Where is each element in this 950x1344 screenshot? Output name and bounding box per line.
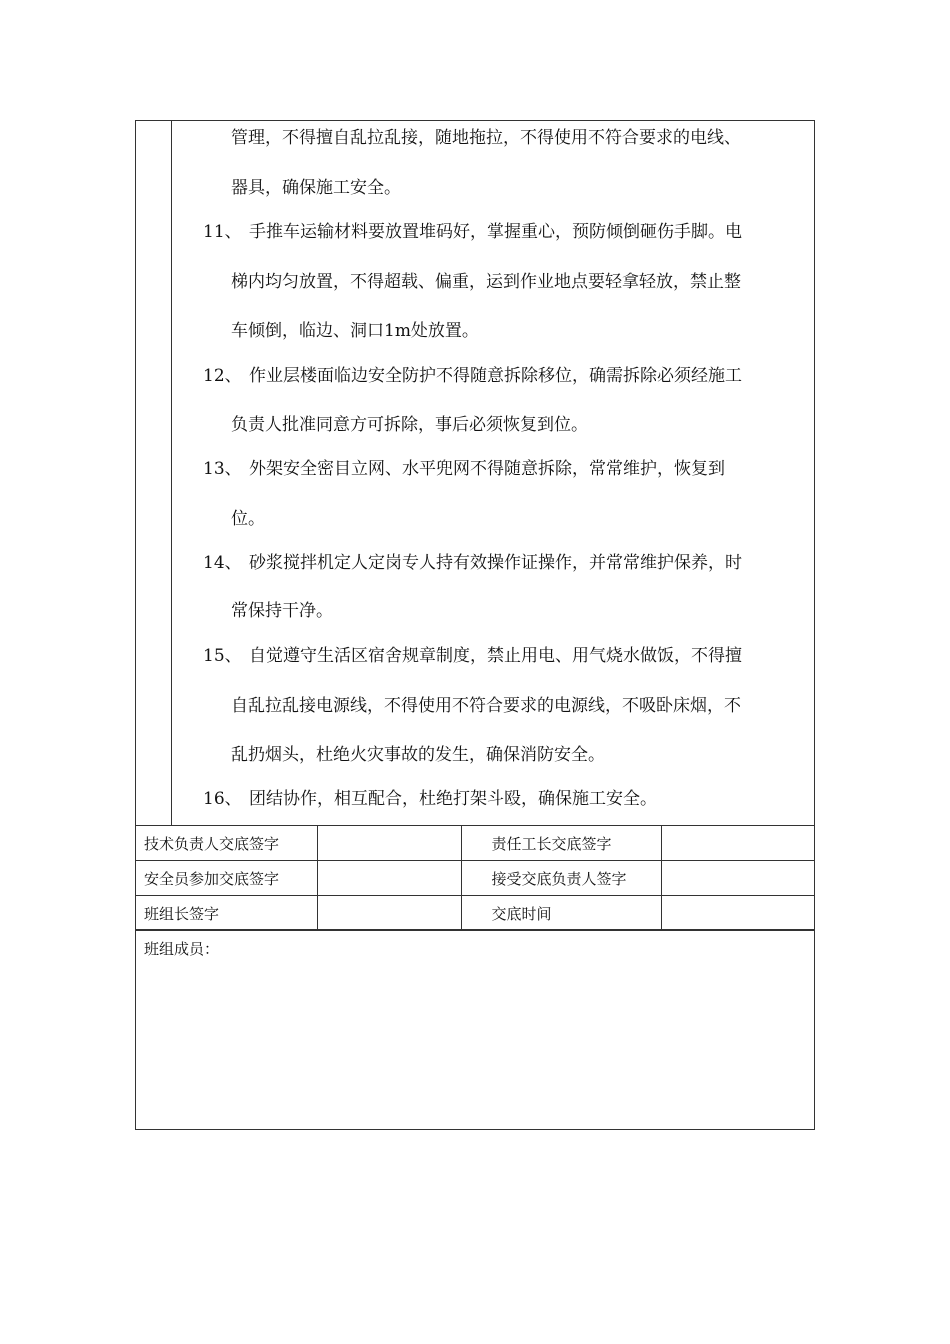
- item-11-number: 11、: [203, 222, 242, 242]
- team-members-section[interactable]: [136, 929, 814, 1129]
- signature-row-1: [136, 826, 814, 861]
- foreman-sign-field[interactable]: [661, 826, 814, 861]
- item-continued-line-2: 器具，确保施工安全。: [231, 178, 401, 198]
- foreman-sign-label: 责任工长交底签字: [461, 826, 661, 861]
- item-15-line-2: 自乱拉乱接电源线，不得使用不符合要求的电源线，不吸卧床烟，不: [231, 696, 741, 716]
- briefing-time-field[interactable]: [661, 896, 814, 931]
- item-16-line-1: 团结协作，相互配合，杜绝打架斗殴，确保施工安全。: [249, 789, 657, 809]
- item-11-line-1: 手推车运输材料要放置堆码好，掌握重心，预防倾倒砸伤手脚。电: [249, 222, 742, 242]
- item-13-line-1: 外架安全密目立网、水平兜网不得随意拆除，常常维护，恢复到: [249, 459, 725, 479]
- briefing-content-section: [136, 121, 814, 825]
- item-13-number: 13、: [203, 459, 242, 479]
- signature-table: [136, 825, 814, 931]
- briefing-items: [136, 121, 814, 825]
- item-15-line-1: 自觉遵守生活区宿舍规章制度，禁止用电、用气烧水做饭，不得擅: [249, 646, 742, 666]
- item-12-line-1: 作业层楼面临边安全防护不得随意拆除移位，确需拆除必须经施工: [249, 366, 742, 386]
- item-12-line-2: 负责人批准同意方可拆除，事后必须恢复到位。: [231, 415, 588, 435]
- team-leader-sign-label: 班组长签字: [136, 896, 317, 931]
- signature-row-3: [136, 896, 814, 931]
- item-15-line-3: 乱扔烟头，杜绝火灾事故的发生，确保消防安全。: [231, 745, 605, 765]
- team-leader-sign-field[interactable]: [317, 896, 461, 931]
- item-13-line-2: 位。: [231, 509, 265, 529]
- receiver-sign-label: 接受交底负责人签字: [461, 861, 661, 896]
- item-14-number: 14、: [203, 553, 242, 573]
- item-12-number: 12、: [203, 366, 242, 386]
- signature-row-2: [136, 861, 814, 896]
- receiver-sign-field[interactable]: [661, 861, 814, 896]
- briefing-time-label: 交底时间: [461, 896, 661, 931]
- team-members-label: 班组成员：: [144, 940, 220, 958]
- item-11-line-2: 梯内均匀放置，不得超载、偏重，运到作业地点要轻拿轻放，禁止整: [231, 272, 741, 292]
- safety-officer-sign-field[interactable]: [317, 861, 461, 896]
- item-14-line-1: 砂浆搅拌机定人定岗专人持有效操作证操作，并常常维护保养，时: [249, 553, 742, 573]
- item-14-line-2: 常保持干净。: [231, 601, 333, 621]
- tech-lead-sign-field[interactable]: [317, 826, 461, 861]
- safety-officer-sign-label: 安全员参加交底签字: [136, 861, 317, 896]
- item-11-line-3: 车倾倒，临边、洞口1m处放置。: [231, 321, 479, 341]
- tech-lead-sign-label: 技术负责人交底签字: [136, 826, 317, 861]
- safety-briefing-sheet: [135, 120, 815, 1130]
- item-15-number: 15、: [203, 646, 242, 666]
- item-continued-line-1: 管理，不得擅自乱拉乱接，随地拖拉，不得使用不符合要求的电线、: [231, 128, 741, 148]
- item-16-number: 16、: [203, 789, 242, 809]
